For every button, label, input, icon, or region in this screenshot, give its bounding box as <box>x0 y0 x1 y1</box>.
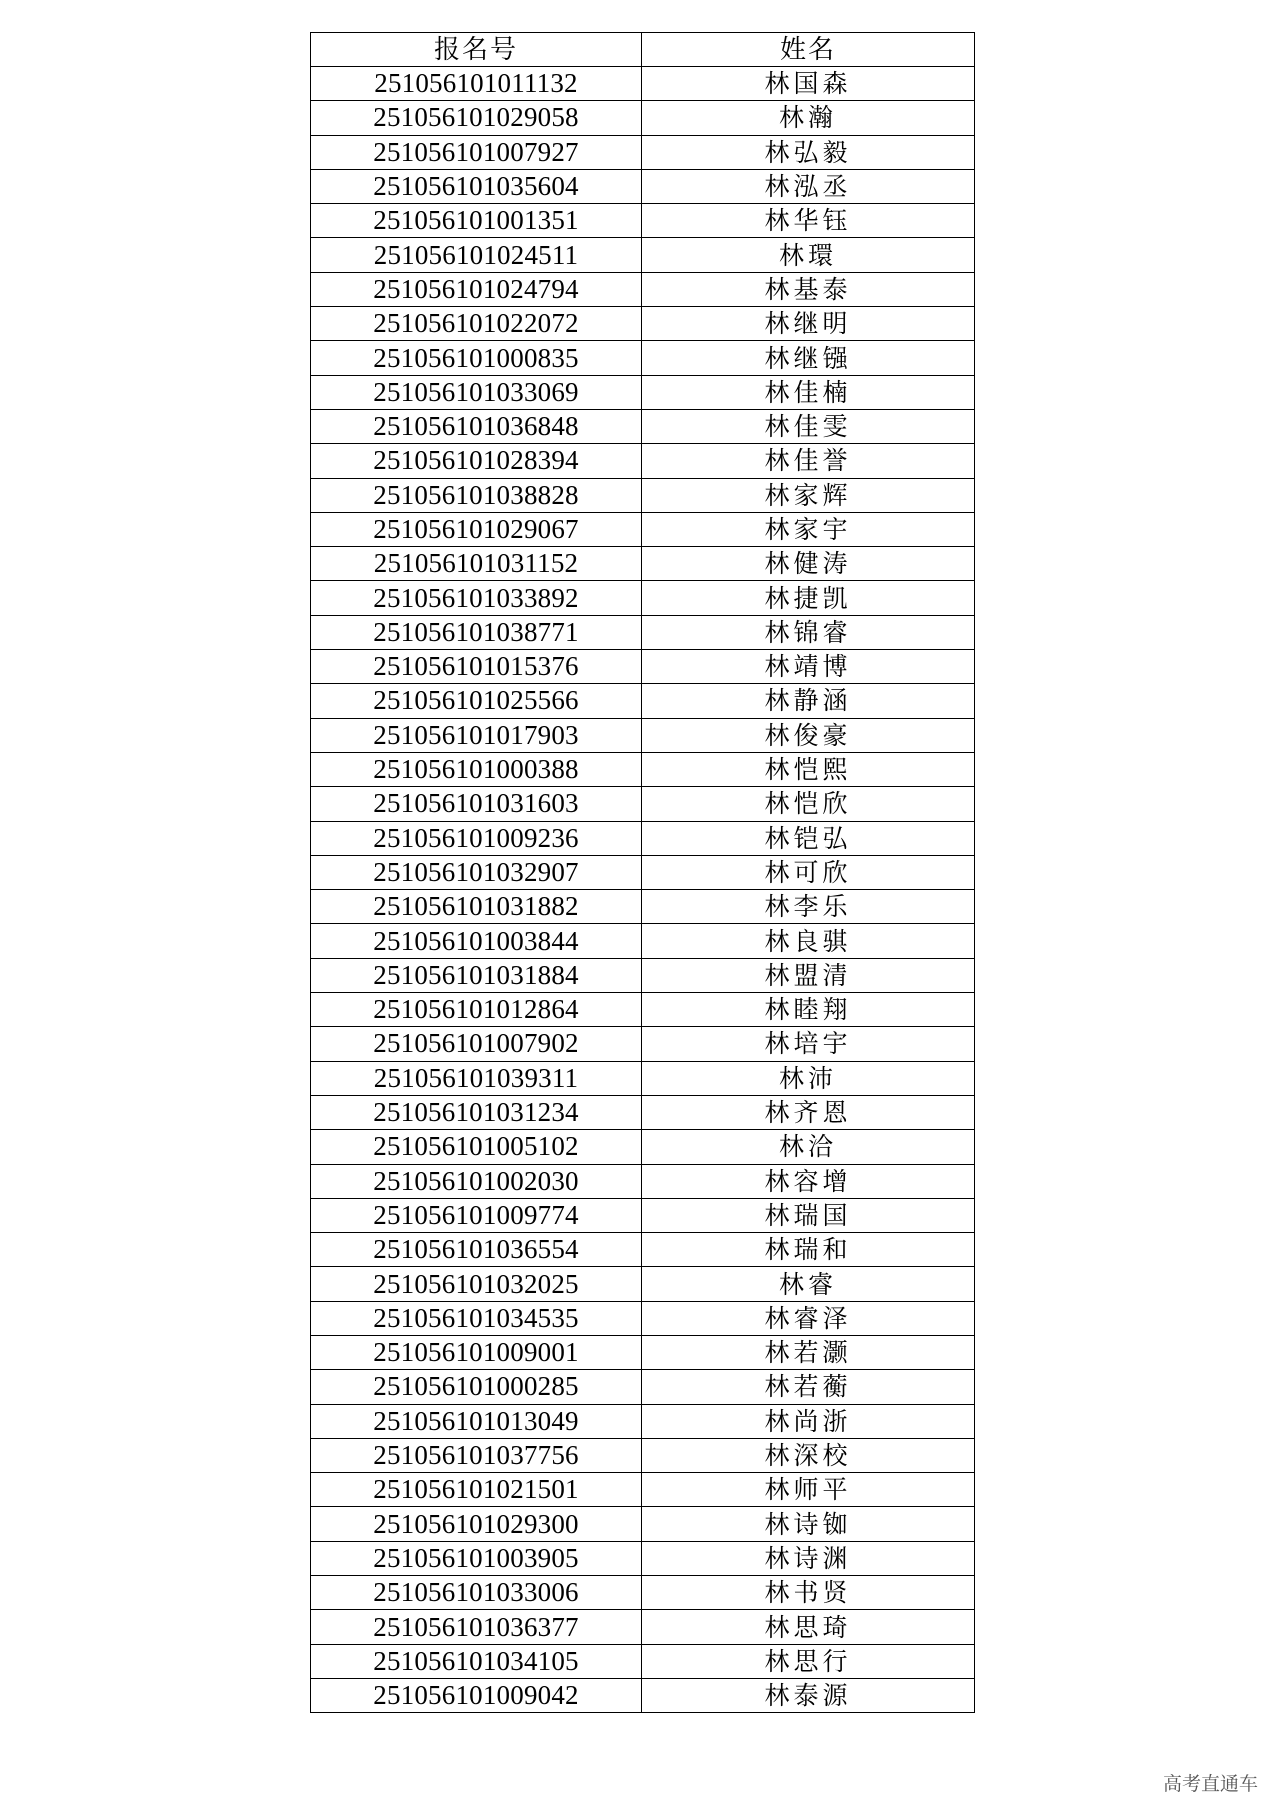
header-name: 姓名 <box>642 33 975 67</box>
name-cell: 林容增 <box>642 1164 975 1198</box>
table-row <box>311 1301 975 1335</box>
registration-number-cell: 251056101029067 <box>311 512 642 546</box>
name-cell: 林思行 <box>642 1644 975 1678</box>
name-cell: 林诗铷 <box>642 1507 975 1541</box>
header-row <box>311 33 975 67</box>
name-cell: 林靖博 <box>642 650 975 684</box>
table-row <box>311 547 975 581</box>
table-row <box>311 1404 975 1438</box>
table-row <box>311 1610 975 1644</box>
registration-number-cell: 251056101003905 <box>311 1541 642 1575</box>
table-row <box>311 1541 975 1575</box>
name-cell: 林齐恩 <box>642 1095 975 1129</box>
applicant-table <box>310 32 975 1713</box>
table-row <box>311 581 975 615</box>
registration-number-cell: 251056101028394 <box>311 444 642 478</box>
name-cell: 林基泰 <box>642 272 975 306</box>
name-cell: 林恺熙 <box>642 752 975 786</box>
registration-number-cell: 251056101036554 <box>311 1233 642 1267</box>
name-cell: 林洽 <box>642 1130 975 1164</box>
name-cell: 林睿 <box>642 1267 975 1301</box>
name-cell: 林思琦 <box>642 1610 975 1644</box>
name-cell: 林佳誉 <box>642 444 975 478</box>
table-row <box>311 855 975 889</box>
registration-number-cell: 251056101033892 <box>311 581 642 615</box>
name-cell: 林诗渊 <box>642 1541 975 1575</box>
table-row <box>311 1164 975 1198</box>
registration-number-cell: 251056101034105 <box>311 1644 642 1678</box>
registration-number-cell: 251056101013049 <box>311 1404 642 1438</box>
registration-number-cell: 251056101039311 <box>311 1061 642 1095</box>
registration-number-cell: 251056101009774 <box>311 1198 642 1232</box>
name-cell: 林师平 <box>642 1473 975 1507</box>
registration-number-cell: 251056101038771 <box>311 615 642 649</box>
registration-number-cell: 251056101009042 <box>311 1678 642 1712</box>
registration-number-cell: 251056101031603 <box>311 787 642 821</box>
table-row <box>311 1473 975 1507</box>
registration-number-cell: 251056101002030 <box>311 1164 642 1198</box>
registration-number-cell: 251056101005102 <box>311 1130 642 1164</box>
table-row <box>311 1027 975 1061</box>
registration-number-cell: 251056101038828 <box>311 478 642 512</box>
table-row <box>311 307 975 341</box>
name-cell: 林佳雯 <box>642 409 975 443</box>
table-row <box>311 718 975 752</box>
name-cell: 林尚浙 <box>642 1404 975 1438</box>
registration-number-cell: 251056101000285 <box>311 1370 642 1404</box>
name-cell: 林培宇 <box>642 1027 975 1061</box>
registration-number-cell: 251056101024511 <box>311 238 642 272</box>
table-row <box>311 272 975 306</box>
registration-number-cell: 251056101007902 <box>311 1027 642 1061</box>
registration-number-cell: 251056101033069 <box>311 375 642 409</box>
name-cell: 林環 <box>642 238 975 272</box>
name-cell: 林健涛 <box>642 547 975 581</box>
name-cell: 林若蘅 <box>642 1370 975 1404</box>
table-row <box>311 169 975 203</box>
registration-number-cell: 251056101011132 <box>311 67 642 101</box>
table-row <box>311 615 975 649</box>
table-row <box>311 67 975 101</box>
table-row <box>311 409 975 443</box>
table-row <box>311 1576 975 1610</box>
table-row <box>311 135 975 169</box>
table-row <box>311 1335 975 1369</box>
name-cell: 林瑞和 <box>642 1233 975 1267</box>
registration-number-cell: 251056101021501 <box>311 1473 642 1507</box>
registration-number-cell: 251056101034535 <box>311 1301 642 1335</box>
registration-number-cell: 251056101000388 <box>311 752 642 786</box>
header-registration-number: 报名号 <box>311 33 642 67</box>
registration-number-cell: 251056101029058 <box>311 101 642 135</box>
registration-number-cell: 251056101035604 <box>311 169 642 203</box>
name-cell: 林瑞国 <box>642 1198 975 1232</box>
table-row <box>311 375 975 409</box>
registration-number-cell: 251056101022072 <box>311 307 642 341</box>
registration-number-cell: 251056101012864 <box>311 993 642 1027</box>
registration-number-cell: 251056101009001 <box>311 1335 642 1369</box>
registration-number-cell: 251056101036848 <box>311 409 642 443</box>
name-cell: 林良骐 <box>642 924 975 958</box>
table-header <box>311 33 975 67</box>
name-cell: 林深校 <box>642 1438 975 1472</box>
table-row <box>311 444 975 478</box>
table-row <box>311 1233 975 1267</box>
name-cell: 林家宇 <box>642 512 975 546</box>
table-row <box>311 1198 975 1232</box>
table-row <box>311 1130 975 1164</box>
registration-number-cell: 251056101031884 <box>311 958 642 992</box>
table-row <box>311 787 975 821</box>
registration-number-cell: 251056101017903 <box>311 718 642 752</box>
table-row <box>311 1644 975 1678</box>
name-cell: 林书贤 <box>642 1576 975 1610</box>
registration-number-cell: 251056101033006 <box>311 1576 642 1610</box>
registration-number-cell: 251056101031882 <box>311 890 642 924</box>
table-row <box>311 1438 975 1472</box>
table-row <box>311 958 975 992</box>
registration-number-cell: 251056101000835 <box>311 341 642 375</box>
table-row <box>311 238 975 272</box>
table-row <box>311 1370 975 1404</box>
name-cell: 林锦睿 <box>642 615 975 649</box>
name-cell: 林继镪 <box>642 341 975 375</box>
name-cell: 林李乐 <box>642 890 975 924</box>
table-row <box>311 890 975 924</box>
table-row <box>311 478 975 512</box>
name-cell: 林瀚 <box>642 101 975 135</box>
table-row <box>311 650 975 684</box>
table-row <box>311 204 975 238</box>
name-cell: 林俊豪 <box>642 718 975 752</box>
watermark-text: 高考直通车 <box>1162 1773 1258 1795</box>
registration-number-cell: 251056101025566 <box>311 684 642 718</box>
registration-number-cell: 251056101029300 <box>311 1507 642 1541</box>
table-row <box>311 924 975 958</box>
name-cell: 林恺欣 <box>642 787 975 821</box>
registration-number-cell: 251056101032907 <box>311 855 642 889</box>
name-cell: 林家辉 <box>642 478 975 512</box>
name-cell: 林继明 <box>642 307 975 341</box>
registration-number-cell: 251056101032025 <box>311 1267 642 1301</box>
registration-number-cell: 251056101015376 <box>311 650 642 684</box>
name-cell: 林弘毅 <box>642 135 975 169</box>
name-cell: 林佳楠 <box>642 375 975 409</box>
table-row <box>311 993 975 1027</box>
table-row <box>311 821 975 855</box>
table-row <box>311 512 975 546</box>
name-cell: 林可欣 <box>642 855 975 889</box>
registration-number-cell: 251056101037756 <box>311 1438 642 1472</box>
name-cell: 林泰源 <box>642 1678 975 1712</box>
table-row <box>311 752 975 786</box>
name-cell: 林睦翔 <box>642 993 975 1027</box>
name-cell: 林睿泽 <box>642 1301 975 1335</box>
name-cell: 林铠弘 <box>642 821 975 855</box>
table-row <box>311 341 975 375</box>
table-row <box>311 1061 975 1095</box>
table-row <box>311 1267 975 1301</box>
table-row <box>311 1678 975 1712</box>
registration-number-cell: 251056101009236 <box>311 821 642 855</box>
name-cell: 林捷凯 <box>642 581 975 615</box>
registration-number-cell: 251056101001351 <box>311 204 642 238</box>
name-cell: 林若灏 <box>642 1335 975 1369</box>
name-cell: 林泓丞 <box>642 169 975 203</box>
name-cell: 林华钰 <box>642 204 975 238</box>
registration-number-cell: 251056101003844 <box>311 924 642 958</box>
name-cell: 林盟清 <box>642 958 975 992</box>
registration-number-cell: 251056101031152 <box>311 547 642 581</box>
table-body <box>311 67 975 1713</box>
table-row <box>311 1507 975 1541</box>
table-row <box>311 101 975 135</box>
name-cell: 林沛 <box>642 1061 975 1095</box>
name-cell: 林国森 <box>642 67 975 101</box>
registration-number-cell: 251056101007927 <box>311 135 642 169</box>
registration-number-cell: 251056101024794 <box>311 272 642 306</box>
name-cell: 林静涵 <box>642 684 975 718</box>
table-row <box>311 1095 975 1129</box>
registration-number-cell: 251056101036377 <box>311 1610 642 1644</box>
registration-number-cell: 251056101031234 <box>311 1095 642 1129</box>
table-row <box>311 684 975 718</box>
